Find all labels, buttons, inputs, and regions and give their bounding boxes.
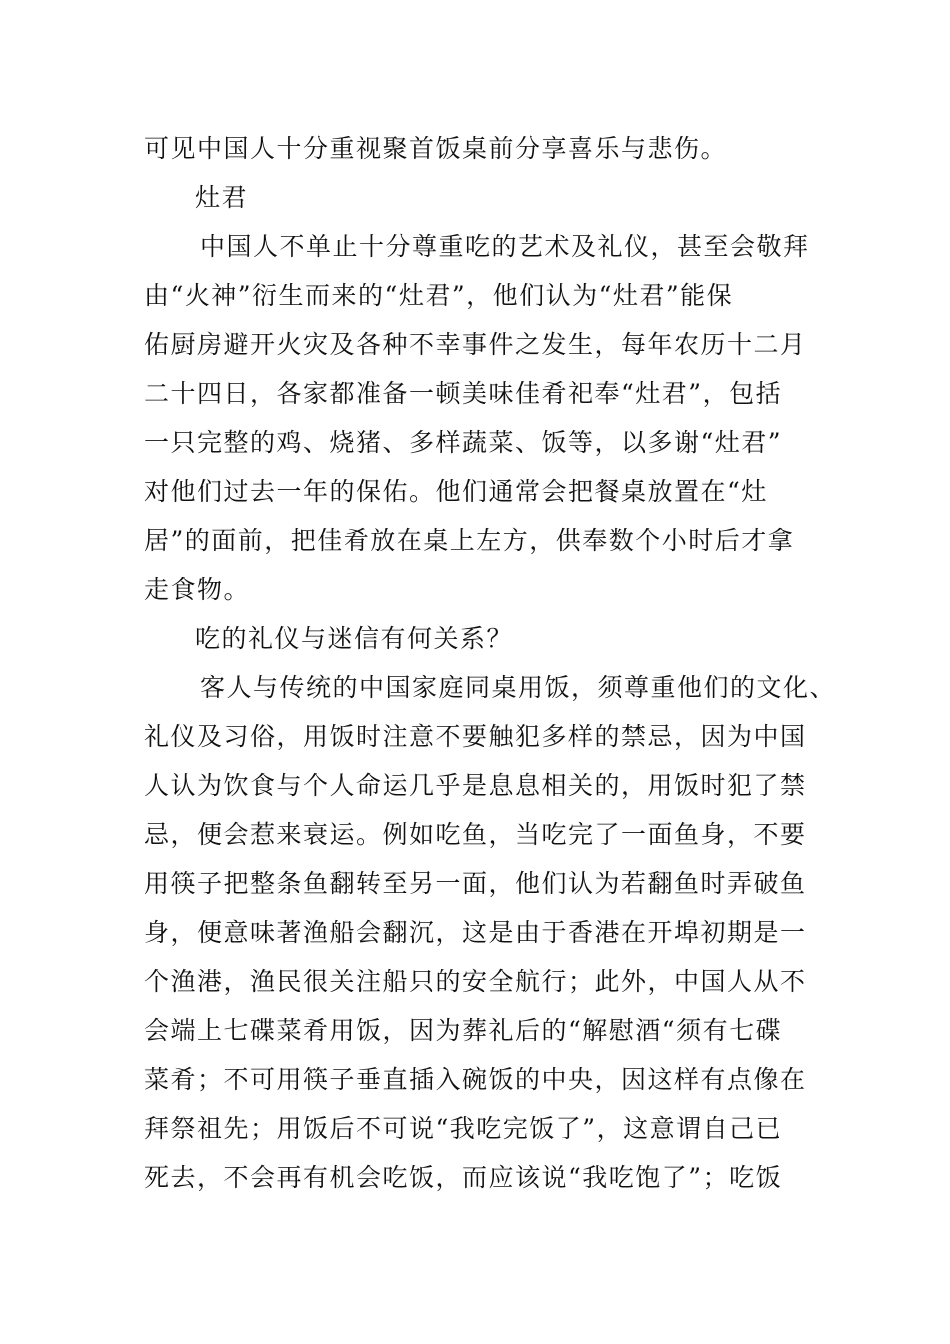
text-line: 客人与传统的中国家庭同桌用饭，须尊重他们的文化、 xyxy=(200,673,837,702)
text-line: 中国人不单止十分尊重吃的艺术及礼仪，甚至会敬拜 xyxy=(200,232,810,261)
text-line: 忌，便会惹来衰运。例如吃鱼，当吃完了一面鱼身，不要 xyxy=(144,820,807,849)
text-line: 居”的面前，把佳肴放在桌上左方，供奉数个小时后才拿 xyxy=(144,526,795,555)
section-heading-etiquette: 吃的礼仪与迷信有何关系？ xyxy=(195,624,514,653)
text-line: 菜肴；不可用筷子垂直插入碗饭的中央，因这样有点像在 xyxy=(144,1065,807,1094)
text-line: 由“火神”衍生而来的“灶君”，他们认为“灶君”能保 xyxy=(144,281,734,310)
text-line: 人认为饮食与个人命运几乎是息息相关的，用饭时犯了禁 xyxy=(144,771,807,800)
section-heading-zaojun: 灶君 xyxy=(195,183,249,212)
text-line: 个渔港，渔民很关注船只的安全航行；此外，中国人从不 xyxy=(144,967,807,996)
text-line: 拜祭祖先；用饭后不可说“我吃完饭了”，这意谓自己已 xyxy=(144,1114,783,1143)
text-line: 对他们过去一年的保佑。他们通常会把餐桌放置在“灶 xyxy=(144,477,768,506)
text-line: 身，便意味著渔船会翻沉，这是由于香港在开埠初期是一 xyxy=(144,918,807,947)
text-line: 二十四日，各家都准备一顿美味佳肴祀奉“灶君”，包括 xyxy=(144,379,783,408)
text-line: 走食物。 xyxy=(144,575,251,604)
text-line: 死去，不会再有机会吃饭，而应该说“我吃饱了”；吃饭 xyxy=(144,1163,783,1192)
text-line: 用筷子把整条鱼翻转至另一面，他们认为若翻鱼时弄破鱼 xyxy=(144,869,807,898)
text-line: 一只完整的鸡、烧猪、多样蔬菜、饭等，以多谢“灶君” xyxy=(144,428,783,457)
text-line: 会端上七碟菜肴用饭，因为葬礼后的“解慰酒“须有七碟 xyxy=(144,1016,783,1045)
body-text xyxy=(144,124,837,1202)
text-line: 可见中国人十分重视聚首饭桌前分享喜乐与悲伤。 xyxy=(144,134,728,163)
text-line: 礼仪及习俗，用饭时注意不要触犯多样的禁忌，因为中国 xyxy=(144,722,807,751)
text-line: 佑厨房避开火灾及各种不幸事件之发生，每年农历十二月 xyxy=(144,330,807,359)
